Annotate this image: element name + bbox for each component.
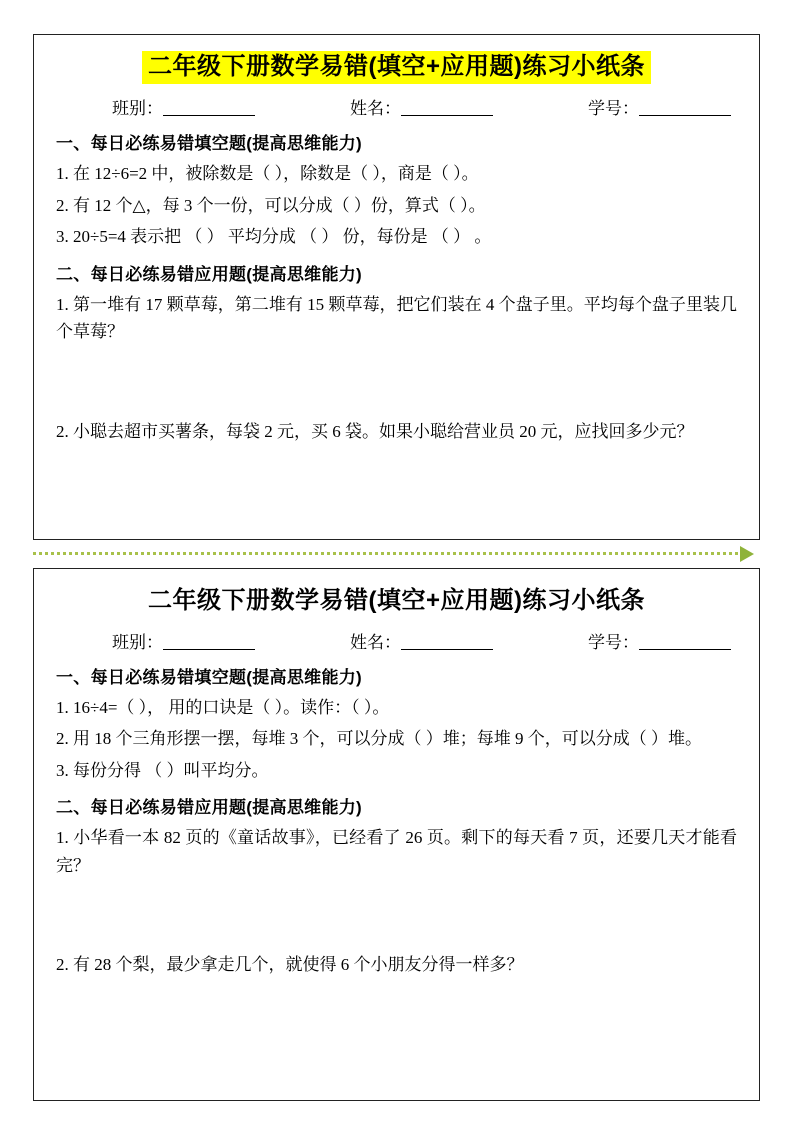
sheet-1-title-wrap [56, 51, 737, 84]
sheet-1-section-1-heading: 一、每日必练易错填空题(提高思维能力) [56, 134, 363, 154]
sheet-2-section-2-heading: 二、每日必练易错应用题(提高思维能力) [56, 798, 363, 818]
sheet-2-answer-space-2[interactable] [56, 983, 737, 1043]
field-studentid-label: 学号： [588, 632, 639, 652]
field-studentid-blank[interactable] [639, 634, 731, 650]
field-studentid-blank[interactable] [639, 100, 731, 116]
sheet-1-s2-q1: 1. 第一堆有 17 颗草莓，第二堆有 15 颗草莓，把它们装在 4 个盘子里。平均每个盘子里装几个草莓？ [56, 294, 737, 342]
field-class [112, 94, 255, 119]
field-class-blank[interactable] [163, 634, 255, 650]
field-studentid [588, 94, 731, 119]
sheet-2-fields [56, 628, 737, 653]
sheet-2-s1-q3: 3. 每份分得 （ ）叫平均分。 [56, 760, 269, 780]
arrow-right-icon [740, 546, 754, 562]
sheet-1-s1-q2: 2. 有 12 个△，每 3 个一份，可以分成（ ）份，算式（ ）。 [56, 195, 486, 215]
sheet-2-s2-q1: 1. 小华看一本 82 页的《童话故事》，已经看了 26 页。剩下的每天看 7 页，还要几天才能看完？ [56, 828, 737, 875]
sheet-1-title: 二年级下册数学易错(填空+应用题)练习小纸条 [142, 51, 651, 84]
sheet-1-s2-q2: 2. 小聪去超市买薯条，每袋 2 元，买 6 袋。如果小聪给营业员 20 元，应找回多少元？ [56, 421, 694, 441]
dotted-cut-line [33, 552, 738, 555]
field-class-label: 班别： [112, 632, 163, 652]
field-name-label: 姓名： [350, 632, 401, 652]
sheet-2-s1-q1: 1. 16÷4=（ ）， 用的口诀是（ ）。读作：（ ）。 [56, 697, 390, 717]
sheet-2-title-wrap [56, 585, 737, 618]
field-class [112, 628, 255, 653]
field-name [350, 94, 493, 119]
worksheet-sheet-2 [33, 568, 760, 1102]
sheet-2-s1-q2: 2. 用 18 个三角形摆一摆，每堆 3 个，可以分成（ ）堆；每堆 9 个，可以分成（ ）堆。 [56, 729, 702, 749]
field-name-blank[interactable] [401, 100, 493, 116]
sheet-2-title: 二年级下册数学易错(填空+应用题)练习小纸条 [148, 586, 645, 614]
sheet-2-section-1-heading: 一、每日必练易错填空题(提高思维能力) [56, 667, 363, 687]
field-name-blank[interactable] [401, 634, 493, 650]
sheet-1-s1-q3: 3. 20÷5=4 表示把 （ ） 平均分成 （ ） 份，每份是 （ ） 。 [56, 227, 492, 247]
field-studentid-label: 学号： [588, 99, 639, 119]
sheet-1-section-2-heading: 二、每日必练易错应用题(提高思维能力) [56, 264, 363, 284]
sheet-1-answer-space-2[interactable] [56, 450, 737, 510]
field-name-label: 姓名： [350, 99, 401, 119]
field-class-label: 班别： [112, 99, 163, 119]
sheet-1-fields [56, 94, 737, 119]
field-name [350, 628, 493, 653]
field-class-blank[interactable] [163, 100, 255, 116]
worksheet-sheet-1 [33, 34, 760, 540]
field-studentid [588, 628, 731, 653]
sheet-2-s2-q2: 2. 有 28 个梨，最少拿走几个，就使得 6 个小朋友分得一样多？ [56, 955, 524, 975]
sheet-1-s1-q1: 1. 在 12÷6=2 中，被除数是（ ），除数是（ ），商是（ ）。 [56, 164, 479, 184]
sheet-1-answer-space-1[interactable] [56, 350, 737, 414]
cut-line-divider [33, 540, 760, 568]
sheet-2-answer-space-1[interactable] [56, 883, 737, 947]
